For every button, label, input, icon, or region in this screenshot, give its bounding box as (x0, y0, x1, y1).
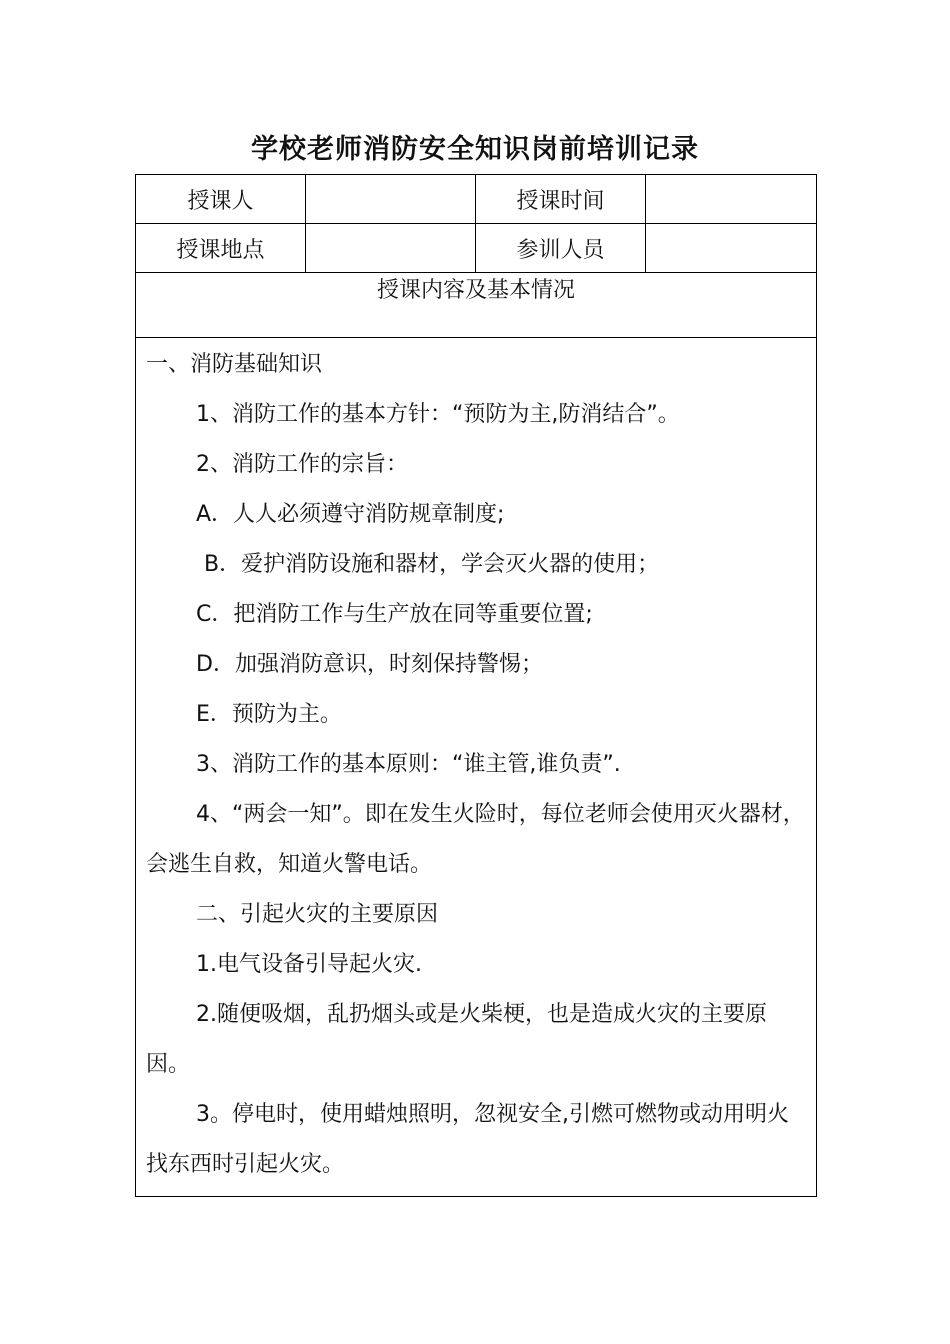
content-item: 2、消防工作的宗旨： (196, 452, 408, 477)
time-value (646, 175, 817, 224)
table-row (136, 175, 817, 224)
participants-label: 参训人员 (476, 224, 646, 273)
document-title: 学校老师消防安全知识岗前培训记录 (251, 134, 699, 165)
content-item: A．人人必须遵守消防规章制度; (196, 502, 505, 527)
content-item: E．预防为主。 (196, 702, 342, 727)
instructor-label: 授课人 (136, 175, 306, 224)
content-item: 2.随便吸烟，乱扔烟头或是火柴梗，也是造成火灾的主要原因。 (146, 1002, 767, 1077)
content-body (136, 338, 817, 1197)
time-label: 授课时间 (476, 175, 646, 224)
content-item: 4、“两会一知”。即在发生火险时，每位老师会使用灭火器材，会逃生自救，知道火警电话。 (146, 802, 805, 877)
content-item: 3、消防工作的基本原则：“谁主管,谁负责”. (196, 752, 621, 777)
table-row (136, 273, 817, 338)
content-item: 1.电气设备引导起火灾. (196, 952, 422, 977)
section2-heading: 二、引起火灾的主要原因 (196, 902, 439, 927)
table-row (136, 338, 817, 1197)
content-header: 授课内容及基本情况 (136, 273, 817, 338)
content-item: B．爱护消防设施和器材，学会灭火器的使用； (204, 552, 660, 577)
location-value (306, 224, 476, 273)
content-item: 1、消防工作的基本方针：“预防为主,防消结合”。 (196, 402, 680, 427)
content-item: C．把消防工作与生产放在同等重要位置; (196, 602, 593, 627)
section1-heading: 一、消防基础知识 (146, 352, 323, 377)
table-row (136, 224, 817, 273)
training-record-table (135, 174, 817, 1197)
content-item: 3。停电时，使用蜡烛照明，忽视安全,引燃可燃物或动用明火找东西时引起火灾。 (146, 1102, 789, 1177)
location-label: 授课地点 (136, 224, 306, 273)
instructor-value (306, 175, 476, 224)
content-item: D．加强消防意识，时刻保持警惕； (196, 652, 543, 677)
participants-value (646, 224, 817, 273)
